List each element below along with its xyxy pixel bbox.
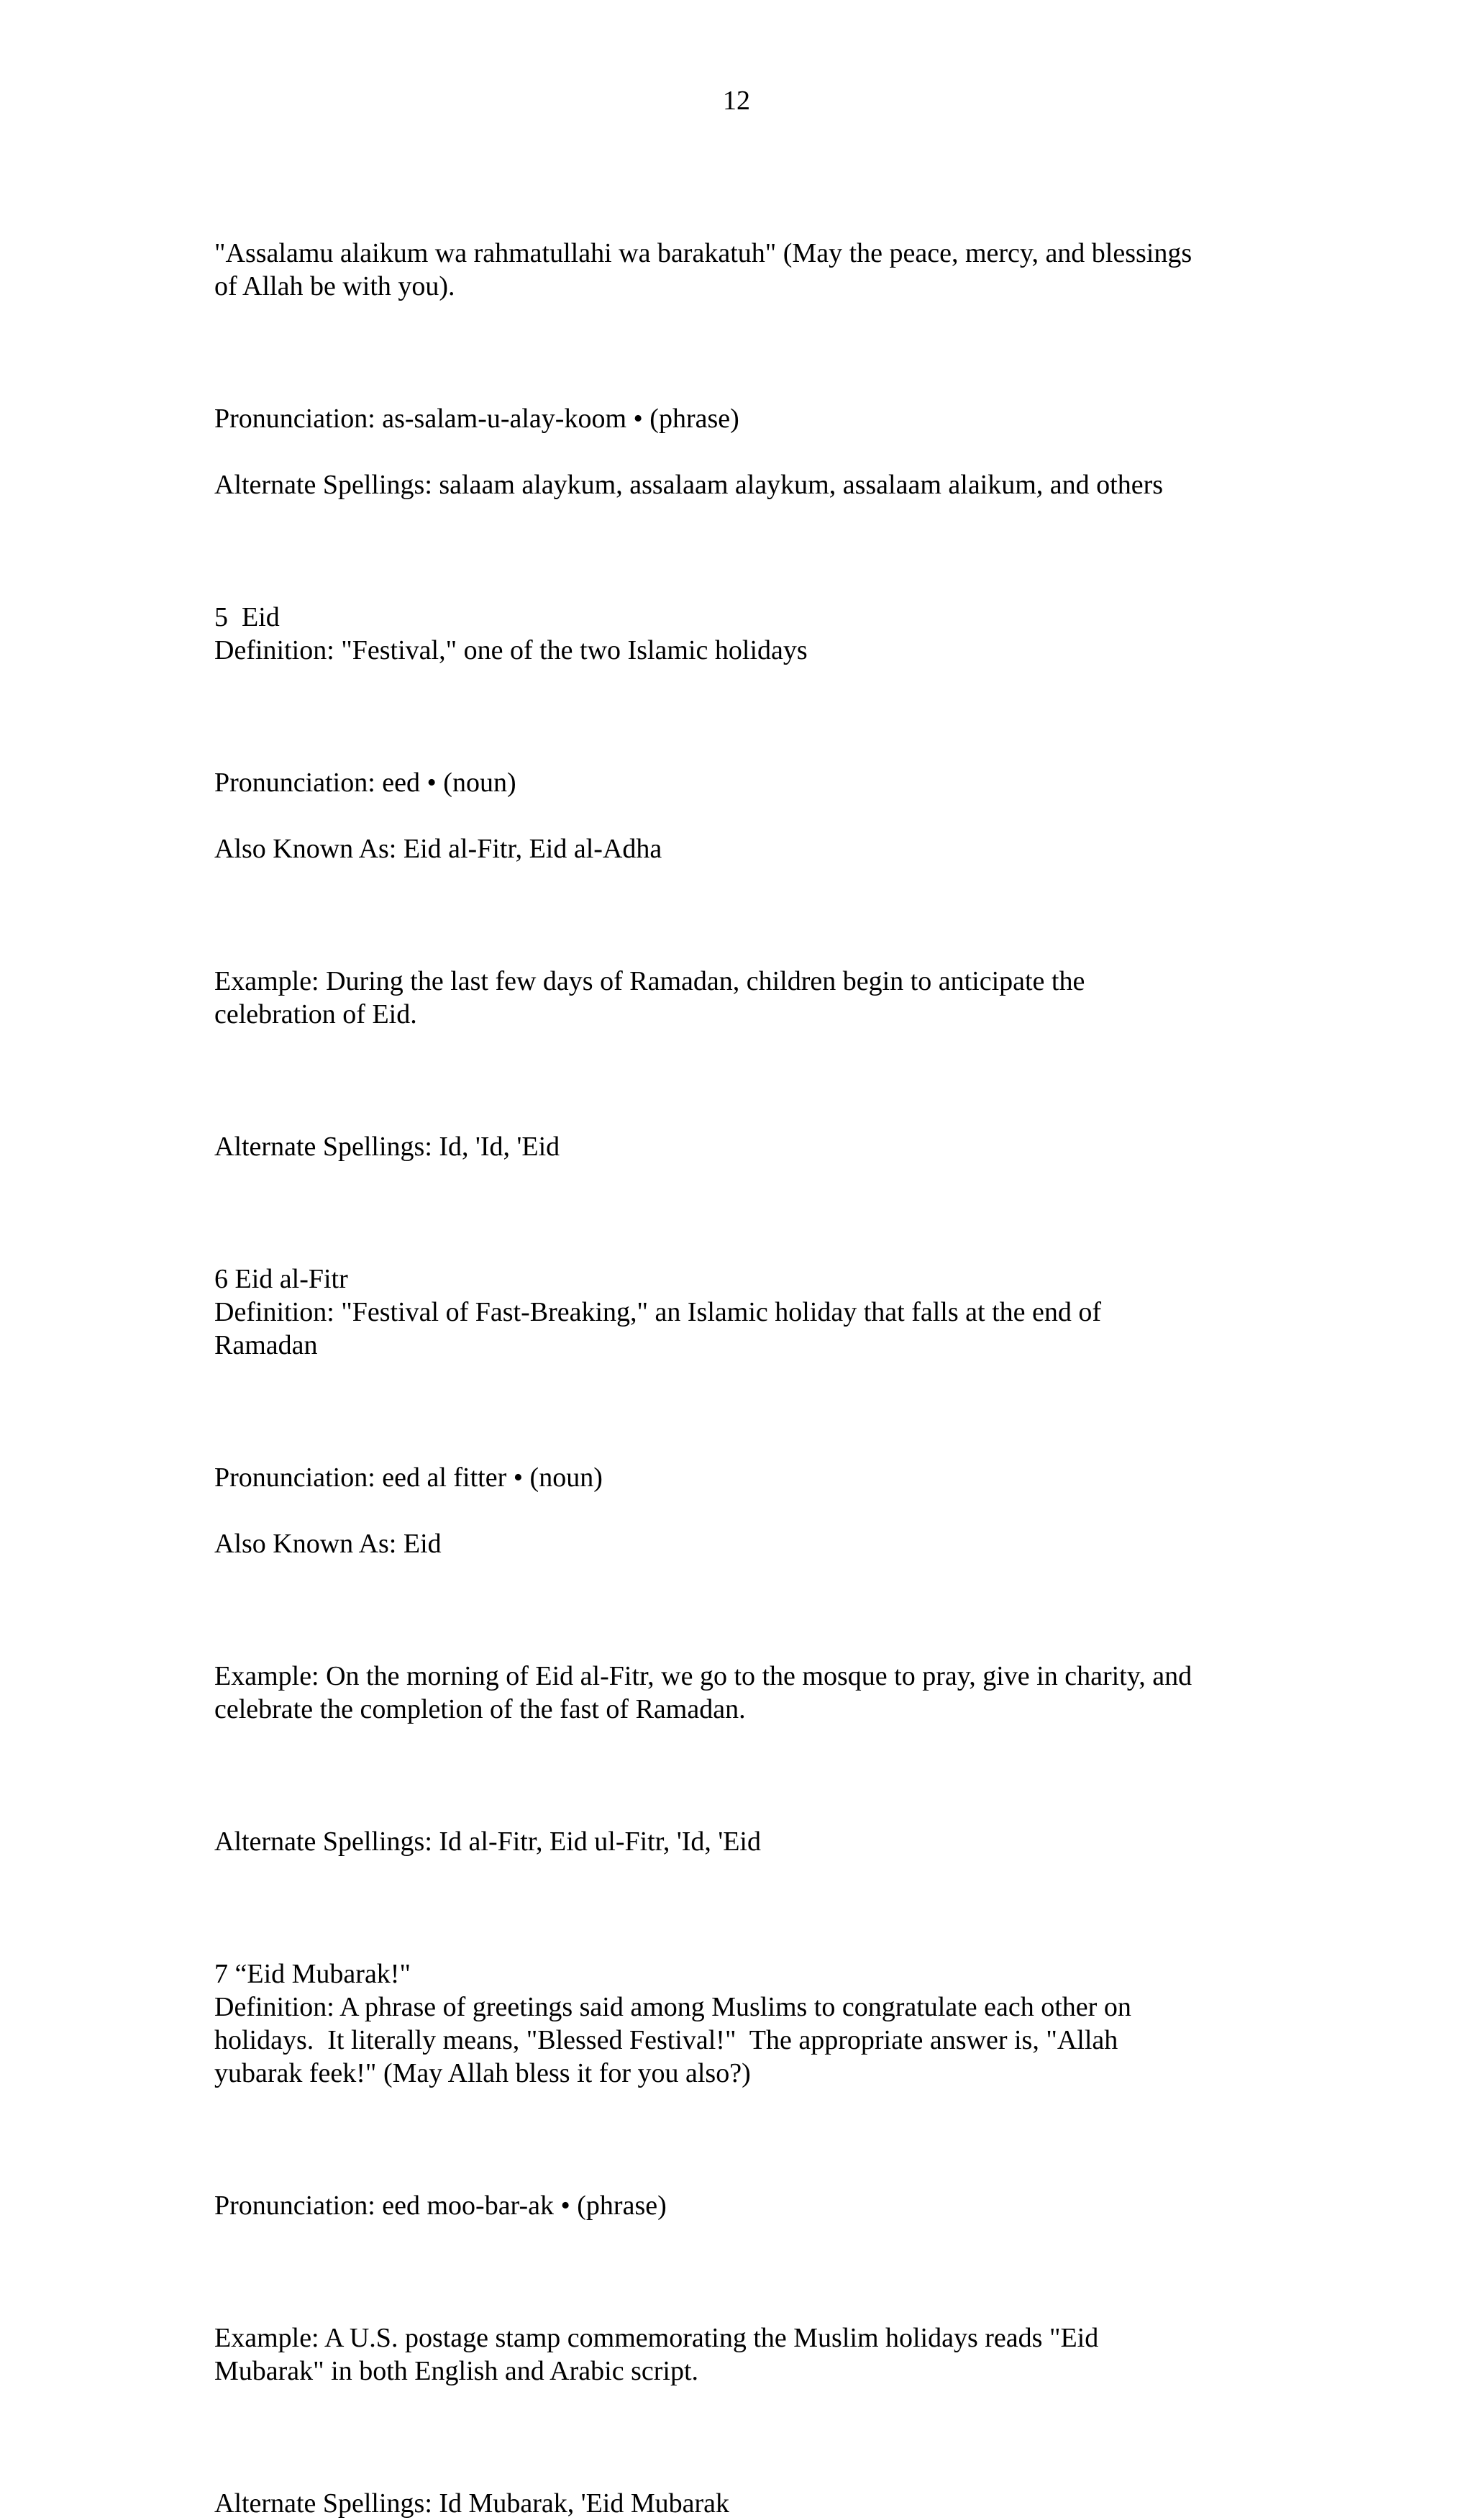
- entry-example: [214, 2255, 1264, 2454]
- entry-alternate-spellings: Alternate Spellings: Id, 'Id, 'Eid: [214, 1132, 560, 1162]
- entry-example: [214, 1593, 1264, 1792]
- entry-pronunciation: Pronunciation: eed moo-bar-ak • (phrase): [214, 2191, 667, 2221]
- entry-eid: [214, 535, 1264, 733]
- entry-alternate-spellings: Alternate Spellings: Id al-Fitr, Eid ul-Fitr, 'Id, 'Eid: [214, 1827, 761, 1857]
- entry-pronunciation: Pronunciation: eed al fitter • (noun): [214, 1463, 603, 1493]
- entry-alternate-spellings: Alternate Spellings: Id Mubarak, 'Eid Mubarak: [214, 2488, 730, 2519]
- entry-definition: holidays. It literally means, "Blessed Festival!" The appropriate answer is, "Allah: [214, 2025, 1118, 2055]
- entry-heading: 6 Eid al-Fitr: [214, 1264, 348, 1294]
- entry-heading: 7 “Eid Mubarak!": [214, 1959, 411, 1989]
- glossary-content: [214, 170, 1264, 2520]
- entry-eid-al-fitr: [214, 1196, 1264, 1428]
- entry-pronunciation: Pronunciation: eed • (noun): [214, 768, 516, 798]
- text-line: Mubarak" in both English and Arabic script.: [214, 2356, 698, 2386]
- entry-heading: 5 Eid: [214, 602, 280, 632]
- text-line: "Assalamu alaikum wa rahmatullahi wa barakatuh" (May the peace, mercy, and blessings: [214, 238, 1192, 268]
- entry-definition: Ramadan: [214, 1330, 318, 1360]
- entry-example: [214, 899, 1264, 1097]
- intro-alternate-spellings: Alternate Spellings: salaam alaykum, assalaam alaykum, assalaam alaikum, and others: [214, 470, 1164, 500]
- entry-eid-mubarak: [214, 1891, 1264, 2156]
- text-line: celebrate the completion of the fast of Ramadan.: [214, 1694, 746, 1724]
- text-line: Example: A U.S. postage stamp commemorating the Muslim holidays reads "Eid: [214, 2323, 1099, 2353]
- entry-definition: Definition: "Festival," one of the two Islamic holidays: [214, 635, 808, 665]
- entry-definition: yubarak feek!" (May Allah bless it for you also?): [214, 2058, 751, 2088]
- text-line: celebration of Eid.: [214, 999, 417, 1029]
- entry-definition: Definition: A phrase of greetings said among Muslims to congratulate each other on: [214, 1992, 1131, 2022]
- text-line: Example: On the morning of Eid al-Fitr, we go to the mosque to pray, give in charity, and: [214, 1661, 1192, 1691]
- text-line: Example: During the last few days of Ramadan, children begin to anticipate the: [214, 966, 1085, 996]
- page-number: 12: [723, 86, 750, 116]
- entry-definition: Definition: "Festival of Fast-Breaking," an Islamic holiday that falls at the end of: [214, 1297, 1102, 1327]
- text-line: of Allah be with you).: [214, 271, 455, 301]
- entry-also-known-as: Also Known As: Eid al-Fitr, Eid al-Adha: [214, 834, 662, 864]
- intro-pronunciation: Pronunciation: as-salam-u-alay-koom • (phrase): [214, 404, 739, 434]
- entry-also-known-as: Also Known As: Eid: [214, 1529, 442, 1559]
- intro-greeting: [214, 170, 1264, 369]
